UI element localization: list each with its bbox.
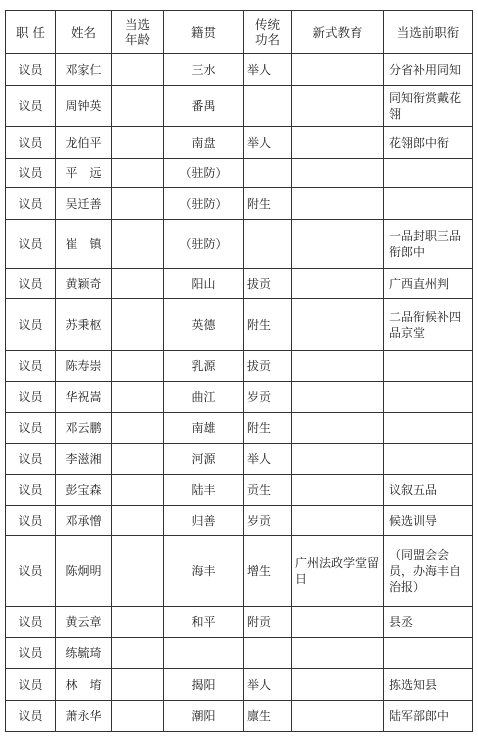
cell-title (244, 638, 292, 669)
cell-origin: 南雄 (164, 413, 244, 444)
table-row (6, 299, 473, 351)
cell-education (292, 669, 384, 701)
cell-role: 议员 (6, 86, 56, 127)
cell-role: 议员 (6, 444, 56, 475)
cell-education (292, 506, 384, 536)
cell-education (292, 54, 384, 86)
cell-age (112, 269, 164, 299)
cell-title: 岁贡 (244, 382, 292, 413)
cell-education (292, 299, 384, 351)
cell-title: 附生 (244, 188, 292, 220)
cell-origin: 曲江 (164, 382, 244, 413)
cell-origin: 河源 (164, 444, 244, 475)
header-name: 姓名 (56, 11, 112, 54)
cell-age (112, 188, 164, 220)
cell-age (112, 607, 164, 638)
header-row (6, 11, 473, 54)
cell-age (112, 86, 164, 127)
cell-age (112, 159, 164, 188)
cell-education (292, 86, 384, 127)
cell-origin: 英德 (164, 299, 244, 351)
cell-name: 陈寿崇 (56, 351, 112, 382)
cell-role: 议员 (6, 351, 56, 382)
cell-age (112, 299, 164, 351)
cell-title: 附生 (244, 299, 292, 351)
cell-previous-post: （同盟会会员，办海丰自治报） (384, 536, 473, 607)
cell-origin: 乳源 (164, 351, 244, 382)
cell-name: 苏秉枢 (56, 299, 112, 351)
cell-age (112, 701, 164, 732)
cell-title: 举人 (244, 54, 292, 86)
cell-education (292, 269, 384, 299)
cell-role: 议员 (6, 607, 56, 638)
cell-role: 议员 (6, 413, 56, 444)
cell-education (292, 127, 384, 159)
table-body (6, 54, 473, 732)
cell-education (292, 444, 384, 475)
table-row (6, 269, 473, 299)
table-row (6, 127, 473, 159)
cell-origin (164, 638, 244, 669)
table-row (6, 413, 473, 444)
cell-role: 议员 (6, 701, 56, 732)
cell-role: 议员 (6, 382, 56, 413)
cell-origin: 番禺 (164, 86, 244, 127)
table-row (6, 351, 473, 382)
cell-name: 平 远 (56, 159, 112, 188)
cell-previous-post (384, 382, 473, 413)
cell-role: 议员 (6, 159, 56, 188)
header-role: 职 任 (6, 11, 56, 54)
cell-age (112, 638, 164, 669)
table-row (6, 506, 473, 536)
cell-title: 拔贡 (244, 269, 292, 299)
cell-previous-post: 二品衔候补四品京堂 (384, 299, 473, 351)
cell-previous-post (384, 444, 473, 475)
cell-previous-post: 花翎郎中衔 (384, 127, 473, 159)
cell-origin: 海丰 (164, 536, 244, 607)
cell-origin: 归善 (164, 506, 244, 536)
cell-role: 议员 (6, 475, 56, 506)
cell-role: 议员 (6, 506, 56, 536)
cell-age (112, 351, 164, 382)
cell-name: 崔 镇 (56, 220, 112, 269)
cell-title (244, 220, 292, 269)
cell-education (292, 382, 384, 413)
cell-origin: 潮阳 (164, 701, 244, 732)
cell-education (292, 701, 384, 732)
cell-title (244, 86, 292, 127)
table-row (6, 159, 473, 188)
cell-age (112, 506, 164, 536)
cell-name: 黄颖奇 (56, 269, 112, 299)
cell-education (292, 159, 384, 188)
cell-previous-post: 拣选知县 (384, 669, 473, 701)
cell-previous-post: 同知衔赏戴花翎 (384, 86, 473, 127)
table-row (6, 54, 473, 86)
cell-education (292, 607, 384, 638)
cell-origin: （驻防） (164, 159, 244, 188)
cell-title: 举人 (244, 669, 292, 701)
cell-name: 陈炯明 (56, 536, 112, 607)
header-education: 新式教育 (292, 11, 384, 54)
cell-education (292, 638, 384, 669)
cell-education (292, 220, 384, 269)
cell-previous-post (384, 188, 473, 220)
cell-education: 广州法政学堂留日 (292, 536, 384, 607)
cell-education (292, 351, 384, 382)
cell-previous-post: 一品封职三品衔郎中 (384, 220, 473, 269)
officials-table (5, 10, 473, 732)
cell-previous-post: 陆军部郎中 (384, 701, 473, 732)
cell-name: 周钟英 (56, 86, 112, 127)
cell-name: 吴迁善 (56, 188, 112, 220)
cell-origin: 陆丰 (164, 475, 244, 506)
header-age: 当选 年龄 (112, 11, 164, 54)
cell-title: 廪生 (244, 701, 292, 732)
cell-origin: 和平 (164, 607, 244, 638)
cell-title (244, 159, 292, 188)
cell-role: 议员 (6, 638, 56, 669)
cell-age (112, 669, 164, 701)
cell-name: 萧永华 (56, 701, 112, 732)
table-row (6, 669, 473, 701)
cell-role: 议员 (6, 269, 56, 299)
cell-previous-post (384, 351, 473, 382)
table-header (6, 11, 473, 54)
table-row (6, 220, 473, 269)
cell-name: 李滋湘 (56, 444, 112, 475)
cell-education (292, 475, 384, 506)
cell-previous-post (384, 638, 473, 669)
cell-previous-post: 候选训导 (384, 506, 473, 536)
table-row (6, 444, 473, 475)
cell-name: 龙伯平 (56, 127, 112, 159)
header-previous-post: 当选前职衔 (384, 11, 473, 54)
table-row (6, 86, 473, 127)
cell-age (112, 413, 164, 444)
cell-age (112, 54, 164, 86)
header-title: 传统 功名 (244, 11, 292, 54)
cell-origin: （驻防） (164, 220, 244, 269)
table-row (6, 536, 473, 607)
cell-previous-post (384, 413, 473, 444)
cell-title: 举人 (244, 444, 292, 475)
cell-previous-post (384, 159, 473, 188)
cell-previous-post: 分省补用同知 (384, 54, 473, 86)
cell-origin: 南盘 (164, 127, 244, 159)
cell-name: 邓家仁 (56, 54, 112, 86)
cell-role: 议员 (6, 188, 56, 220)
cell-name: 林 堉 (56, 669, 112, 701)
cell-education (292, 188, 384, 220)
cell-education (292, 413, 384, 444)
cell-name: 黄云章 (56, 607, 112, 638)
cell-title: 增生 (244, 536, 292, 607)
cell-title: 附生 (244, 413, 292, 444)
cell-role: 议员 (6, 54, 56, 86)
table-row (6, 638, 473, 669)
cell-name: 华祝嵩 (56, 382, 112, 413)
cell-role: 议员 (6, 220, 56, 269)
cell-role: 议员 (6, 669, 56, 701)
cell-age (112, 382, 164, 413)
cell-origin: 阳山 (164, 269, 244, 299)
cell-role: 议员 (6, 536, 56, 607)
cell-previous-post: 议叙五品 (384, 475, 473, 506)
cell-name: 邓承憎 (56, 506, 112, 536)
cell-title: 岁贡 (244, 506, 292, 536)
cell-title: 附贡 (244, 607, 292, 638)
cell-title: 贡生 (244, 475, 292, 506)
table-row (6, 475, 473, 506)
table-row (6, 607, 473, 638)
cell-role: 议员 (6, 299, 56, 351)
table-row (6, 382, 473, 413)
cell-age (112, 220, 164, 269)
cell-age (112, 536, 164, 607)
cell-name: 练毓琦 (56, 638, 112, 669)
cell-age (112, 127, 164, 159)
header-origin: 籍贯 (164, 11, 244, 54)
cell-name: 邓云鹏 (56, 413, 112, 444)
cell-previous-post: 广西直州判 (384, 269, 473, 299)
cell-previous-post: 县丞 (384, 607, 473, 638)
cell-age (112, 475, 164, 506)
cell-age (112, 444, 164, 475)
table-row (6, 701, 473, 732)
cell-name: 彭宝森 (56, 475, 112, 506)
cell-role: 议员 (6, 127, 56, 159)
cell-origin: 三水 (164, 54, 244, 86)
cell-origin: 揭阳 (164, 669, 244, 701)
cell-origin: （驻防） (164, 188, 244, 220)
table-row (6, 188, 473, 220)
cell-title: 举人 (244, 127, 292, 159)
cell-title: 拔贡 (244, 351, 292, 382)
